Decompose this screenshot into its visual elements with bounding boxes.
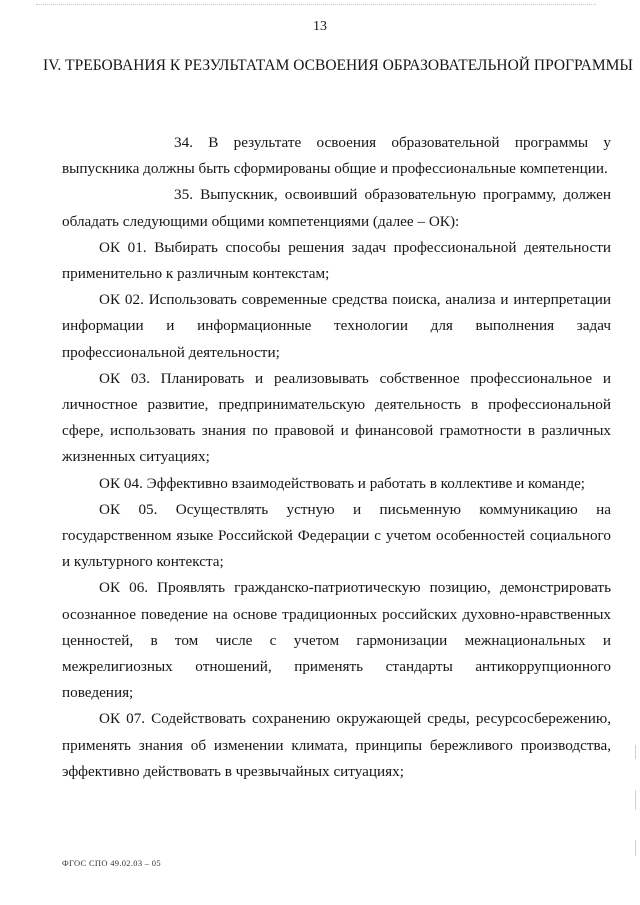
page-number: 13 xyxy=(313,19,327,34)
scan-artifact xyxy=(635,840,636,856)
competency-ok-02: ОК 02. Использовать современные средства поиска, анализа и интерпретации информации и информационные технологии для выполнения задач профессиональной деятельности; xyxy=(62,291,611,361)
section-title: IV. ТРЕБОВАНИЯ К РЕЗУЛЬТАТАМ ОСВОЕНИЯ ОБРАЗОВАТЕЛЬНОЙ ПРОГРАММЫ xyxy=(43,57,633,74)
paragraph-number: 34. xyxy=(174,134,193,151)
paragraph-34 xyxy=(62,130,611,182)
competency-ok-05: ОК 05. Осуществлять устную и письменную коммуникацию на государственном языке Российской Федерации с учетом особенностей социального и культурного контекста; xyxy=(62,500,611,571)
document-footer-code: ФГОС СПО 49.02.03 – 05 xyxy=(62,858,161,868)
competency-ok-06: ОК 06. Проявлять гражданско-патриотическую позицию, демонстрировать осознанное поведение на основе традиционных российских духовно-нравственных ценностей, в том числе с учетом гармонизации межнациональных и межрелигиозных отношений, применять стандарты антикоррупционного поведения; xyxy=(62,579,611,702)
paragraph-text: В результате освоения образовательной программы у выпускника должны быть сформированы общие и профессиональные компетенции. xyxy=(62,134,612,178)
competency-ok-07: ОК 07. Содействовать сохранению окружающей среды, ресурсосбережению, применять знания об изменении климата, принципы бережливого производства, эффективно действовать в чрезвычайных ситуациях; xyxy=(62,710,611,780)
paragraph-text: Выпускник, освоивший образовательную программу, должен обладать следующими общими компетенциями (далее – ОК): xyxy=(62,186,611,230)
competency-ok-01: ОК 01. Выбирать способы решения задач профессиональной деятельности применительно к различным контекстам; xyxy=(62,238,611,283)
paragraph-number: 35. xyxy=(174,186,193,204)
competency-ok-03: ОК 03. Планировать и реализовывать собственное профессиональное и личностное развитие, предпринимательскую деятельность в профессиональной сфере, использовать знания по правовой и финансовой грамотности в различных жизненных ситуациях; xyxy=(62,369,611,466)
document-body xyxy=(62,130,611,785)
scan-edge-rule xyxy=(36,4,596,5)
scan-artifact xyxy=(635,745,636,759)
scan-artifact xyxy=(635,790,636,810)
paragraph-35 xyxy=(62,182,611,234)
competency-ok-04: ОК 04. Эффективно взаимодействовать и работать в коллективе и команде; xyxy=(99,474,586,492)
